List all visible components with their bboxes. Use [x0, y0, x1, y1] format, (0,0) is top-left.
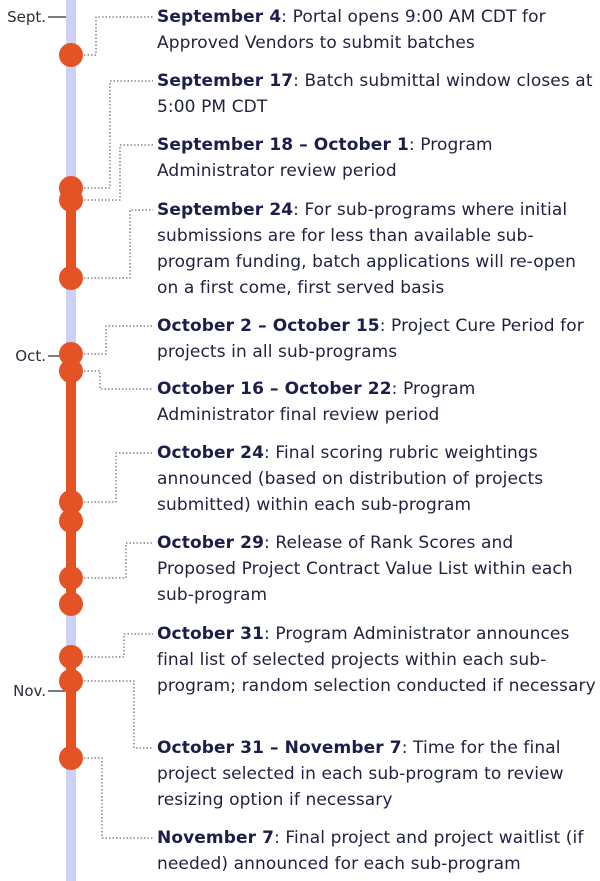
event-dot [59, 566, 83, 590]
connector-sep17 [84, 81, 153, 188]
event-dot [59, 359, 83, 383]
event-date: November 7 [157, 828, 275, 848]
connector-oct24 [84, 453, 153, 502]
event-description: : Time for the final project selected in each sub-program to review resizing option if necessary [157, 738, 564, 810]
event-description: : Final project and project waitlist (if needed) announced for each sub-program [157, 828, 584, 874]
event-oct16 [157, 376, 597, 428]
connector-oct29 [84, 543, 153, 578]
event-description: : Program Administrator announces final list of selected projects within each sub-program; random selection conducted if necessary [157, 624, 596, 696]
connector-sep4 [84, 17, 153, 55]
event-oct29 [157, 530, 597, 608]
event-date: September 17 [157, 71, 294, 91]
event-date: October 2 – October 15 [157, 316, 380, 336]
event-dot [59, 266, 83, 290]
month-label-oct: Oct. [15, 347, 46, 365]
event-date: September 24 [157, 200, 294, 220]
event-date: October 24 [157, 443, 264, 463]
event-sep24 [157, 197, 597, 301]
connector-sep24 [84, 210, 153, 278]
month-label-sept: Sept. [7, 8, 46, 26]
event-dot [59, 592, 83, 616]
connector-sep18 [84, 145, 153, 200]
event-date: October 31 [157, 624, 264, 644]
event-date: October 16 – October 22 [157, 379, 392, 399]
event-description: : For sub-programs where initial submissions are for less than available sub-program funding, batch applications will re-open on a first come, first served basis [157, 200, 577, 298]
event-description: : Program Administrator final review period [157, 379, 476, 425]
event-dot [59, 509, 83, 533]
event-dot [59, 645, 83, 669]
event-dot [59, 746, 83, 770]
event-oct31 [157, 621, 597, 699]
event-description: : Project Cure Period for projects in all sub-programs [157, 316, 584, 362]
connector-oct2 [84, 326, 153, 354]
event-date: September 4 [157, 7, 282, 27]
event-date: September 18 – October 1 [157, 135, 409, 155]
event-oct2 [157, 313, 597, 365]
event-sep17 [157, 68, 597, 120]
event-dot [59, 188, 83, 212]
event-date: October 29 [157, 533, 264, 553]
connector-oct16 [84, 371, 153, 389]
event-description: : Batch submittal window closes at 5:00 PM CDT [157, 71, 593, 117]
event-nov7 [157, 825, 597, 877]
connector-nov7 [84, 758, 153, 838]
month-label-nov: Nov. [13, 682, 46, 700]
connector-oct31 [84, 634, 153, 657]
event-description: : Final scoring rubric weightings announced (based on distribution of projects submitted) within each sub-program [157, 443, 544, 515]
event-oct31-nov7 [157, 735, 597, 813]
event-dot [59, 43, 83, 67]
event-dot [59, 669, 83, 693]
connector-oct31-nov7 [84, 681, 153, 748]
event-date: October 31 – November 7 [157, 738, 402, 758]
event-oct24 [157, 440, 597, 518]
event-description: : Program Administrator review period [157, 135, 493, 181]
event-description: : Portal opens 9:00 AM CDT for Approved Vendors to submit batches [157, 7, 546, 53]
event-sep18 [157, 132, 597, 184]
event-sep4 [157, 4, 597, 56]
event-description: : Release of Rank Scores and Proposed Project Contract Value List within each sub-program [157, 533, 573, 605]
